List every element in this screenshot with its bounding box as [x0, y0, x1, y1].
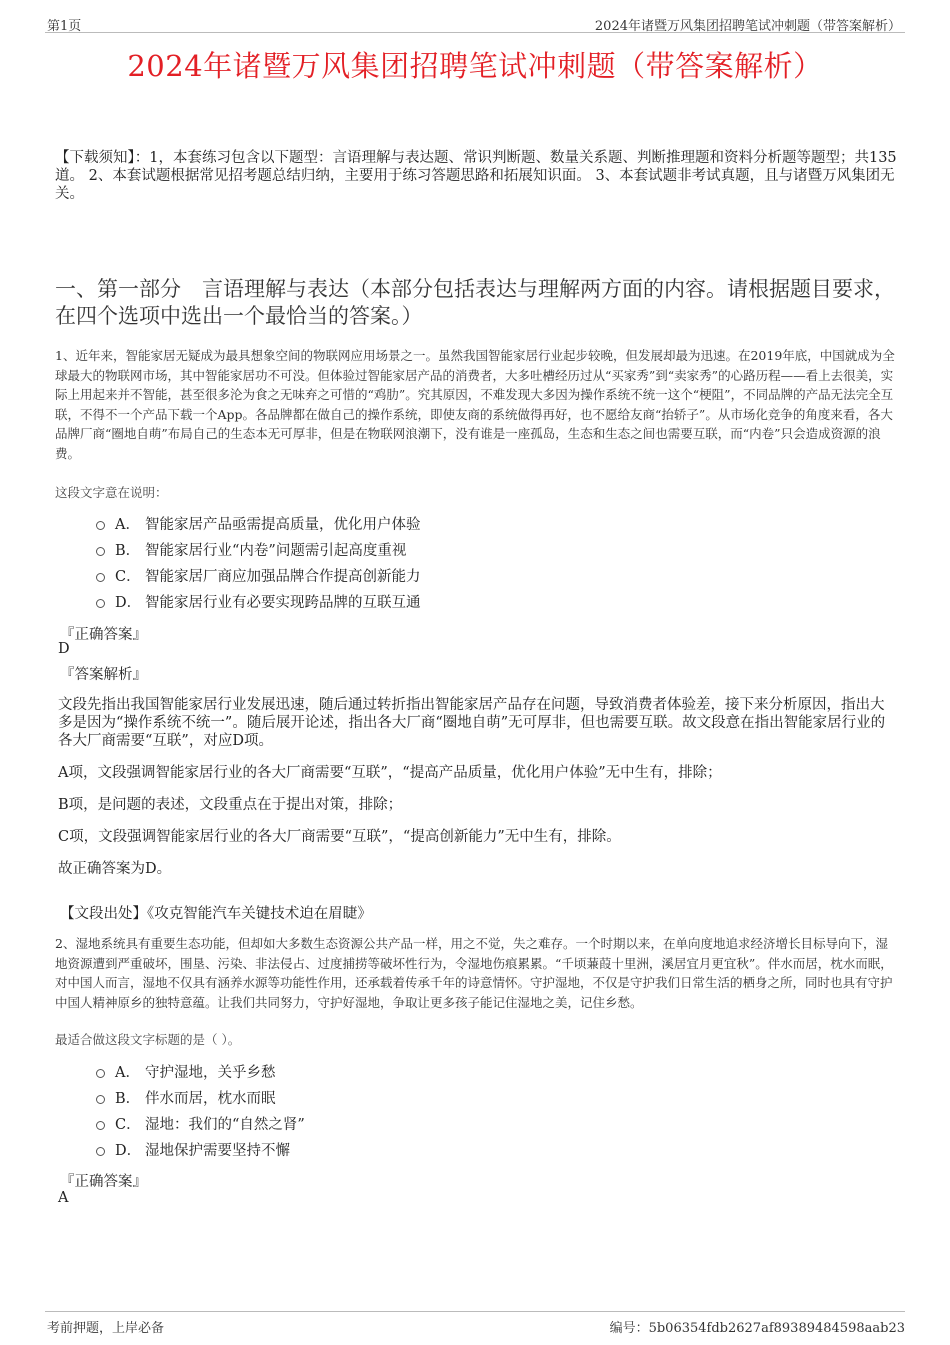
radio-icon[interactable]: [96, 1069, 105, 1078]
question-2-answer-label: 『正确答案』: [60, 1174, 147, 1190]
radio-icon[interactable]: [96, 1095, 105, 1104]
question-1-prompt: 这段文字意在说明：: [55, 485, 168, 500]
question-1-answer: D: [58, 641, 70, 657]
question-1-text: 1、近年来，智能家居无疑成为最具想象空间的物联网应用场景之一。虽然我国智能家居行业起步较晚，但发展却最为迅速。在2019年底，中国就成为全球最大的物联网市场，其中智能家居功不可没。但体验过智能家居产品的消费者，大多吐槽经历过从“买家秀”到“卖家秀”的心路历程——看上去很美，实际上用起来并不智能，甚至很多沦为食之无味弃之可惜的“鸡肋”。究其原因，不难发现大多因为操作系统不统一这个“梗阻”，不同品牌的产品无法完全互联，不得不一个产品下载一个App。各品牌都在做自己的操作系统，即使友商的系统做得再好，也不愿给友商“抬轿子”。从市场化竞争的角度来看，各大品牌厂商“圈地自萌”布局自己的生态本无可厚非，但是在物联网浪潮下，没有谁是一座孤岛，生态和生态之间也需要互联，而“内卷”只会造成资源的浪费。: [55, 348, 895, 461]
footer-slogan: 考前押题，上岸必备: [47, 1321, 165, 1336]
question-2-prompt: 最适合做这段文字标题的是（ ）。: [55, 1032, 241, 1047]
document-title: 2024年诸暨万风集团招聘笔试冲刺题（带答案解析）: [127, 49, 823, 83]
question-1-answer-label: 『正确答案』: [60, 627, 147, 643]
question-2-text: 2、湿地系统具有重要生态功能，但却如大多数生态资源公共产品一样，用之不觉，失之难存。一个时期以来，在单向度地追求经济增长目标导向下，湿地资源遭到严重破坏，围垦、污染、非法侵占、过度捕捞等破坏性行为，令湿地伤痕累累。“千顷蒹葭十里洲，溪居宜月更宜秋”。伴水而居，枕水而眠，对中国人而言，湿地不仅具有涵养水源等功能性作用，还承载着传承千年的诗意情怀。守护湿地，不仅是守护我们日常生活的栖身之所，同时也具有守护中国人精神原乡的独特意蕴。让我们共同努力，守护好湿地，争取让更多孩子能记住湿地之美，记住乡愁。: [55, 936, 893, 1010]
section-heading: 一、第一部分 言语理解与表达（本部分包括表达与理解两方面的内容。请根据题目要求，在四个选项中选出一个最恰当的答案。）: [55, 277, 895, 328]
question-1-analysis-label: 『答案解析』: [60, 667, 147, 683]
question-2-option-d[interactable]: D． 湿地保护需要坚持不懈: [96, 1138, 305, 1164]
page-number: 第1页: [47, 19, 82, 34]
analysis-paragraph: C项，文段强调智能家居行业的各大厂商需要“互联”，“提高创新能力”无中生有，排除。: [58, 829, 621, 845]
question-2-options: [96, 1060, 305, 1164]
header-doc-title: 2024年诸暨万风集团招聘笔试冲刺题（带答案解析）: [594, 19, 901, 34]
question-2-answer: A: [58, 1190, 69, 1206]
question-1-source: 【文段出处】《攻克智能汽车关键技术迫在眉睫》: [60, 906, 372, 922]
radio-icon[interactable]: [96, 521, 105, 530]
page-footer: [45, 1311, 905, 1336]
download-notice: 【下载须知】：1，本套练习包含以下题型：言语理解与表达题、常识判断题、数量关系题、判断推理题和资料分析题等题型；共135道。 2、本套试题根据常见招考题总结归纳，主要用于练习答题思路和拓展知识面。 3、本套试题非考试真题，且与诸暨万风集团无关。: [55, 150, 897, 202]
footer-serial: 编号：5b06354fdb2627af89389484598aab23: [609, 1321, 905, 1336]
page-header: [45, 12, 905, 33]
question-1-option-c[interactable]: C． 智能家居厂商应加强品牌合作提高创新能力: [96, 564, 421, 590]
analysis-paragraph: 文段先指出我国智能家居行业发展迅速，随后通过转折指出智能家居产品存在问题，导致消费者体验差，接下来分析原因，指出大多是因为“操作系统不统一”。随后展开论述，指出各大厂商“圈地自萌”无可厚非，但也需要互联。故文段意在指出智能家居行业的各大厂商需要“互联”，对应D项。: [58, 697, 886, 749]
question-2-option-a[interactable]: A． 守护湿地，关乎乡愁: [96, 1060, 305, 1086]
question-2-option-b[interactable]: B． 伴水而居，枕水而眠: [96, 1086, 305, 1112]
question-1-options: [96, 512, 421, 616]
radio-icon[interactable]: [96, 1121, 105, 1130]
radio-icon[interactable]: [96, 573, 105, 582]
radio-icon[interactable]: [96, 599, 105, 608]
question-2-option-c[interactable]: C． 湿地：我们的“自然之肾”: [96, 1112, 305, 1138]
analysis-paragraph: A项，文段强调智能家居行业的各大厂商需要“互联”，“提高产品质量，优化用户体验”无中生有，排除；: [58, 765, 722, 781]
radio-icon[interactable]: [96, 1147, 105, 1156]
radio-icon[interactable]: [96, 547, 105, 556]
question-1-option-a[interactable]: A． 智能家居产品亟需提高质量，优化用户体验: [96, 512, 421, 538]
analysis-paragraph: B项，是问题的表述，文段重点在于提出对策，排除；: [58, 797, 403, 813]
analysis-paragraph: 故正确答案为D。: [58, 861, 172, 877]
question-1-option-d[interactable]: D． 智能家居行业有必要实现跨品牌的互联互通: [96, 590, 421, 616]
question-1-option-b[interactable]: B． 智能家居行业“内卷”问题需引起高度重视: [96, 538, 421, 564]
question-1-analysis: [58, 696, 898, 892]
